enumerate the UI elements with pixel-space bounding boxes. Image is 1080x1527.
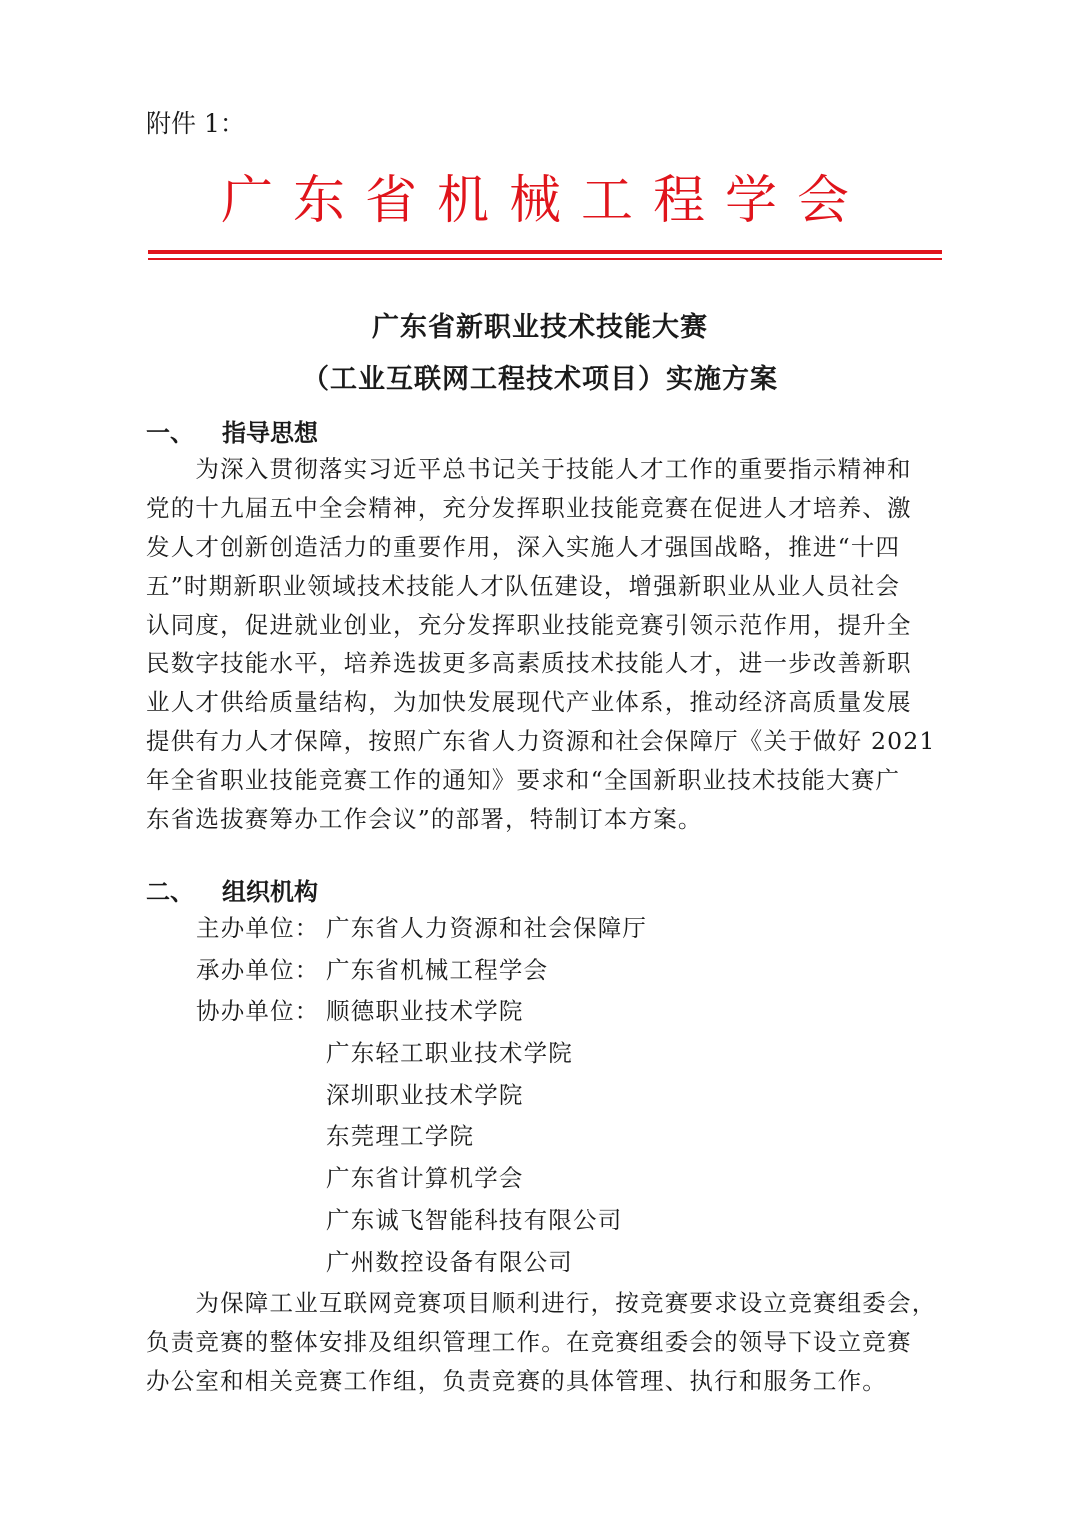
organizer-list [196, 908, 647, 1283]
paragraph-line: 提供有力人才保障，按照广东省人力资源和社会保障厅《关于做好 2021 [146, 727, 936, 756]
organizer-name: 顺德职业技术学院 [326, 997, 524, 1026]
organizer-row-co-organizer [196, 1158, 647, 1200]
letterhead-rule-thick [148, 250, 942, 254]
paragraph-line: 民数字技能水平，培养选拔更多高素质技术技能人才，进一步改善新职 [146, 649, 912, 678]
organizer-row-co-organizer [196, 991, 647, 1033]
organizer-name: 广东省人力资源和社会保障厅 [326, 914, 648, 942]
document-title-line1: 广东省新职业技术技能大赛 [372, 312, 708, 343]
paragraph-line: 业人才供给质量结构，为加快发展现代产业体系，推动经济高质量发展 [146, 688, 912, 717]
section-number: 二、 [146, 877, 194, 906]
paragraph-line: 认同度，促进就业创业，充分发挥职业技能竞赛引领示范作用，提升全 [146, 610, 912, 639]
paragraph-line: 为保障工业互联网竞赛项目顺利进行，按竞赛要求设立竞赛组委会， [146, 1289, 937, 1317]
section-number: 一、 [146, 418, 194, 447]
organizer-name: 东莞理工学院 [326, 1122, 475, 1151]
organizer-row-co-organizer [196, 1075, 647, 1117]
organizer-name: 广东省计算机学会 [326, 1164, 524, 1193]
organizer-label: 协办单位： [196, 997, 320, 1026]
organizer-label: 主办单位： [196, 914, 320, 942]
paragraph-line: 东省选拔赛筹办工作会议”的部署，特制订本方案。 [146, 805, 703, 834]
section-title: 组织机构 [222, 877, 318, 906]
organizer-row-co-organizer [196, 1116, 647, 1158]
organizer-label: 承办单位： [196, 955, 320, 984]
organizer-row-co-organizer [196, 1242, 647, 1284]
organizer-name: 广东诚飞智能科技有限公司 [326, 1205, 623, 1234]
organization-letterhead: 广东省机械工程学会 [220, 171, 869, 231]
paragraph-line: 负责竞赛的整体安排及组织管理工作。在竞赛组委会的领导下设立竞赛 [146, 1327, 912, 1356]
attachment-label: 附件 1： [146, 109, 245, 138]
section-paragraph-organization [146, 1284, 936, 1401]
section-title: 指导思想 [222, 418, 318, 447]
organizer-row-host [196, 908, 647, 950]
paragraph-line: 五”时期新职业领域技术技能人才队伍建设，增强新职业从业人员社会 [146, 571, 901, 600]
organizer-row-co-organizer [196, 1033, 647, 1075]
section-heading-guiding-ideology [146, 413, 318, 448]
section-paragraph-guiding-ideology [146, 450, 936, 839]
paragraph-line: 为深入贯彻落实习近平总书记关于技能人才工作的重要指示精神和 [146, 455, 912, 483]
paragraph-line: 年全省职业技能竞赛工作的通知》要求和“全国新职业技术技能大赛广 [146, 766, 901, 795]
paragraph-line: 发人才创新创造活力的重要作用，深入实施人才强国战略，推进“十四 [146, 532, 901, 561]
organizer-name: 深圳职业技术学院 [326, 1080, 524, 1109]
paragraph-line: 办公室和相关竞赛工作组，负责竞赛的具体管理、执行和服务工作。 [146, 1366, 887, 1395]
organizer-row-undertaker [196, 950, 647, 992]
organizer-name: 广东省机械工程学会 [326, 955, 549, 984]
section-heading-organization [146, 872, 318, 907]
organizer-name: 广东轻工职业技术学院 [326, 1039, 573, 1068]
letterhead-rule-thin [148, 258, 942, 260]
organizer-name: 广州数控设备有限公司 [326, 1247, 573, 1276]
paragraph-line: 党的十九届五中全会精神，充分发挥职业技能竞赛在促进人才培养、激 [146, 493, 912, 522]
document-title-line2: （工业互联网工程技术项目）实施方案 [302, 364, 778, 395]
organizer-row-co-organizer [196, 1200, 647, 1242]
